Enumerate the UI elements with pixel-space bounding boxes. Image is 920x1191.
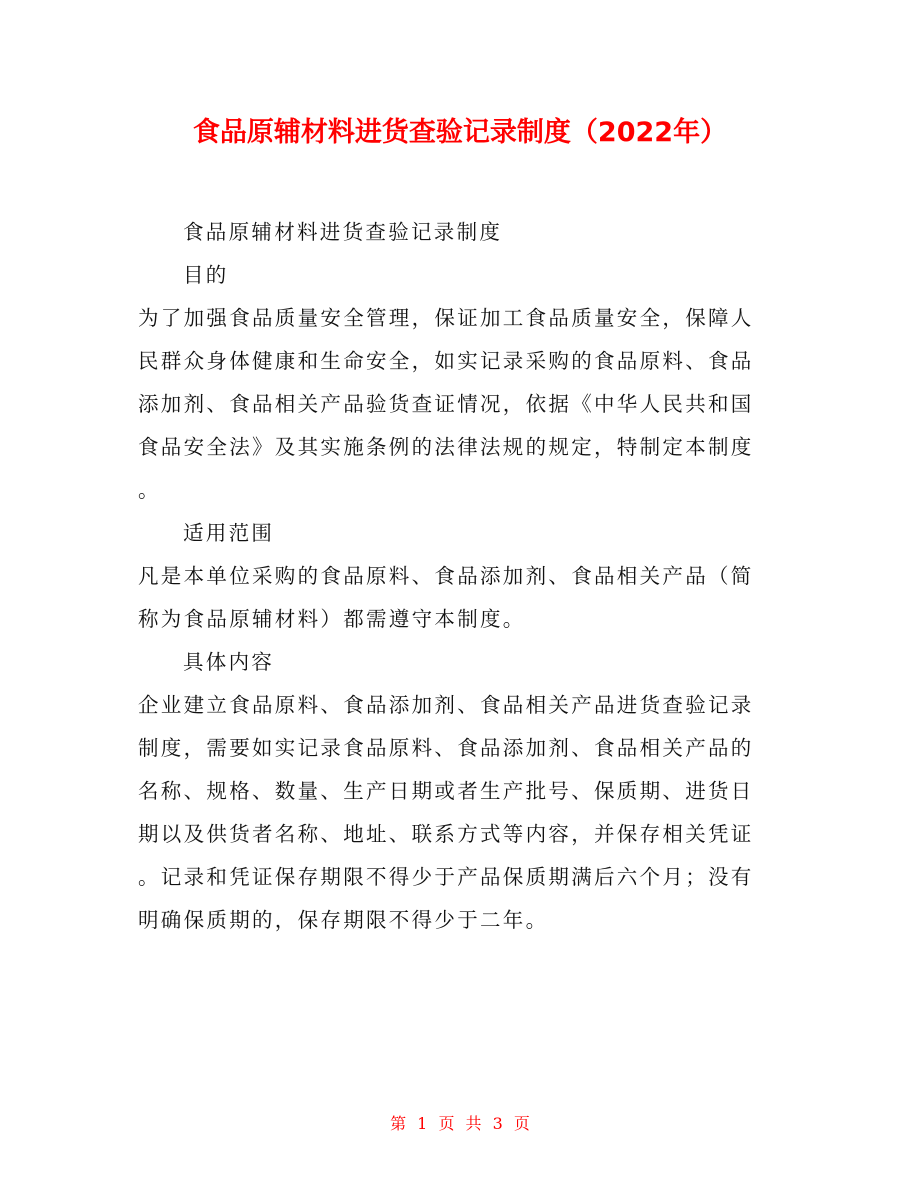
section-heading-content: 具体内容 xyxy=(183,650,275,674)
page-number-footer: 第 1 页 共 3 页 xyxy=(390,1114,530,1133)
section-heading-purpose: 目的 xyxy=(183,263,229,287)
section-paragraph-purpose xyxy=(138,297,784,512)
paragraph-line: 。 xyxy=(138,478,161,502)
paragraph-line: 称为食品原辅材料）都需遵守本制度。 xyxy=(138,607,526,631)
paragraph-line: 。记录和凭证保存期限不得少于产品保质期满后六个月；没有 xyxy=(138,865,754,889)
paragraph-line: 凡是本单位采购的食品原料、食品添加剂、食品相关产品（简 xyxy=(138,564,754,588)
paragraph-line: 为了加强食品质量安全管理，保证加工食品质量安全，保障人 xyxy=(138,306,754,330)
paragraph-line: 食品安全法》及其实施条例的法律法规的规定，特制定本制度 xyxy=(138,435,754,459)
paragraph-line: 制度，需要如实记录食品原料、食品添加剂、食品相关产品的 xyxy=(138,736,754,760)
section-paragraph-scope xyxy=(138,555,784,641)
paragraph-line: 企业建立食品原料、食品添加剂、食品相关产品进货查验记录 xyxy=(138,693,754,717)
paragraph-line: 添加剂、食品相关产品验货查证情况，依据《中华人民共和国 xyxy=(138,392,754,416)
document-body xyxy=(138,211,784,942)
paragraph-line: 名称、规格、数量、生产日期或者生产批号、保质期、进货日 xyxy=(138,779,754,803)
paragraph-line: 期以及供货者名称、地址、联系方式等内容，并保存相关凭证 xyxy=(138,822,754,846)
paragraph-line: 明确保质期的，保存期限不得少于二年。 xyxy=(138,908,549,932)
paragraph-line: 民群众身体健康和生命安全，如实记录采购的食品原料、食品 xyxy=(138,349,754,373)
document-heading: 食品原辅材料进货查验记录制度 xyxy=(183,220,503,244)
section-heading-scope: 适用范围 xyxy=(183,521,275,545)
section-paragraph-content xyxy=(138,684,784,942)
document-title: 食品原辅材料进货查验记录制度（2022年） xyxy=(192,117,728,148)
